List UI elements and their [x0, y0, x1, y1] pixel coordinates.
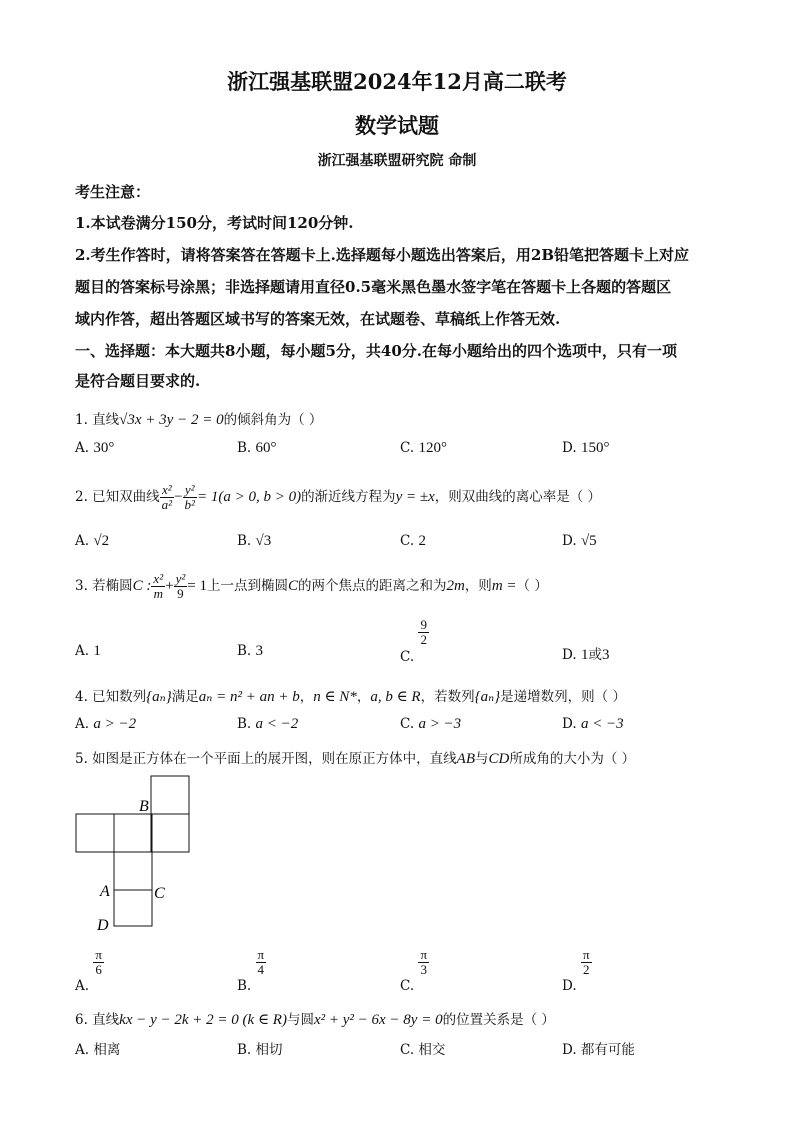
notice-item-1: 1.本试卷满分150分，考试时间120分钟. [75, 214, 354, 232]
q3-option-c: C. $\frac{9}{2}$ [400, 617, 427, 665]
q2-option-c: C. 2 [400, 533, 426, 549]
net-square-mid [114, 814, 152, 852]
notice-item-2-line-3: 域内作答，超出答题区域书写的答案无效，在试题卷、草稿纸上作答无效. [75, 310, 561, 328]
q4-option-d: D. a < −3 [562, 716, 624, 732]
vertex-label-a: A [100, 883, 110, 900]
q2-frac-y: $\frac{\text{y²}}{\text{b²}}$ [184, 482, 195, 512]
section1-line-1: 一、选择题：本大题共8小题，每小题5分，共40分.在每小题给出的四个选项中，只有一项 [75, 342, 677, 360]
q6-option-c: C. 相交 [400, 1042, 446, 1058]
question-3: 3. 若椭圆C : $\frac{\text{x²}}{m}$ + $\frac{\text{y²}}{9}$ = 1上一点到椭圆C的两个焦点的距离之和为2m，则m =（ ） [75, 571, 548, 601]
subject-title: 数学试题 [355, 113, 439, 138]
question-2: 2. 已知双曲线 $\frac{\text{x²}}{\text{a²}}$ − $\frac{\text{y²}}{\text{b²}}$ = 1(a > 0, b > 0)的渐近线方程为y = ±x，则双曲线的离心率是（ ） [75, 482, 602, 512]
q3-option-d: D. 1或3 [562, 647, 610, 663]
q1-option-b: B. 60° [237, 440, 277, 456]
cube-net-figure [70, 770, 200, 935]
net-square-top [151, 776, 189, 814]
q2-option-d: D. √5 [562, 533, 597, 549]
question-6: 6. 直线kx − y − 2k + 2 = 0 (k ∈ R)与圆x² + y² − 6x − 8y = 0的位置关系是（ ） [75, 1012, 555, 1028]
net-square-left [76, 814, 114, 852]
question-1: 1. 直线√3x + 3y − 2 = 0的倾斜角为（ ） [75, 412, 323, 428]
q6-option-b: B. 相切 [237, 1042, 283, 1058]
q1-option-a: A. 30° [75, 440, 115, 456]
notice-item-2-line-2: 题目的答案标号涂黑；非选择题请用直径0.5毫米黑色墨水签字笔在答题卡上各题的答题区 [75, 278, 672, 296]
vertex-label-c: C [154, 885, 165, 902]
question-5: 5. 如图是正方体在一个平面上的展开图，则在原正方体中，直线AB与CD所成角的大小为（ ） [75, 751, 636, 767]
q5-option-b: B. $\frac{\pi}{4}$ [237, 947, 265, 994]
vertex-label-b: B [139, 798, 149, 815]
q6-option-a: A. 相离 [75, 1042, 121, 1058]
q1-option-c: C. 120° [400, 440, 447, 456]
q3-frac-y: $\frac{\text{y²}}{9}$ [175, 571, 186, 601]
question-4: 4. 已知数列{aₙ}满足aₙ = n² + an + b，n ∈ N*，a, b ∈ R，若数列{aₙ}是递增数列，则（ ） [75, 689, 626, 705]
q4-option-c: C. a > −3 [400, 716, 462, 732]
q2-option-b: B. √3 [237, 533, 272, 549]
publisher: 浙江强基联盟研究院 命制 [317, 153, 477, 169]
q3-option-b: B. 3 [237, 643, 264, 659]
q2-option-a: A. √2 [75, 533, 110, 549]
q6-option-d: D. 都有可能 [562, 1042, 635, 1058]
q4-option-b: B. a < −2 [237, 716, 299, 732]
net-square-bottom [114, 890, 152, 926]
section1-line-2: 是符合题目要求的. [75, 372, 201, 390]
exam-title: 浙江强基联盟2024年12月高二联考 [227, 69, 567, 94]
q5-option-c: C. $\frac{\pi}{3}$ [400, 947, 428, 994]
q3-option-a: A. 1 [75, 643, 101, 659]
q1-line-equation: √3x + 3y − 2 = 0 [119, 412, 224, 428]
q5-option-d: D. $\frac{\pi}{2}$ [562, 947, 590, 994]
net-square-lower [114, 852, 152, 890]
q1-option-d: D. 150° [562, 440, 610, 456]
vertex-label-d: D [97, 917, 109, 934]
notice-heading: 考生注意： [75, 183, 151, 201]
q4-option-a: A. a > −2 [75, 716, 137, 732]
notice-item-2-line-1: 2.考生作答时，请将答案答在答题卡上.选择题每小题选出答案后，用2B铅笔把答题卡上对应 [75, 246, 690, 264]
q5-option-a: A. $\frac{\pi}{6}$ [75, 947, 102, 994]
q3-frac-x: $\frac{\text{x²}}{m}$ [153, 571, 164, 601]
q2-frac-x: $\frac{\text{x²}}{\text{a²}}$ [161, 482, 173, 512]
net-square-right [151, 814, 189, 852]
